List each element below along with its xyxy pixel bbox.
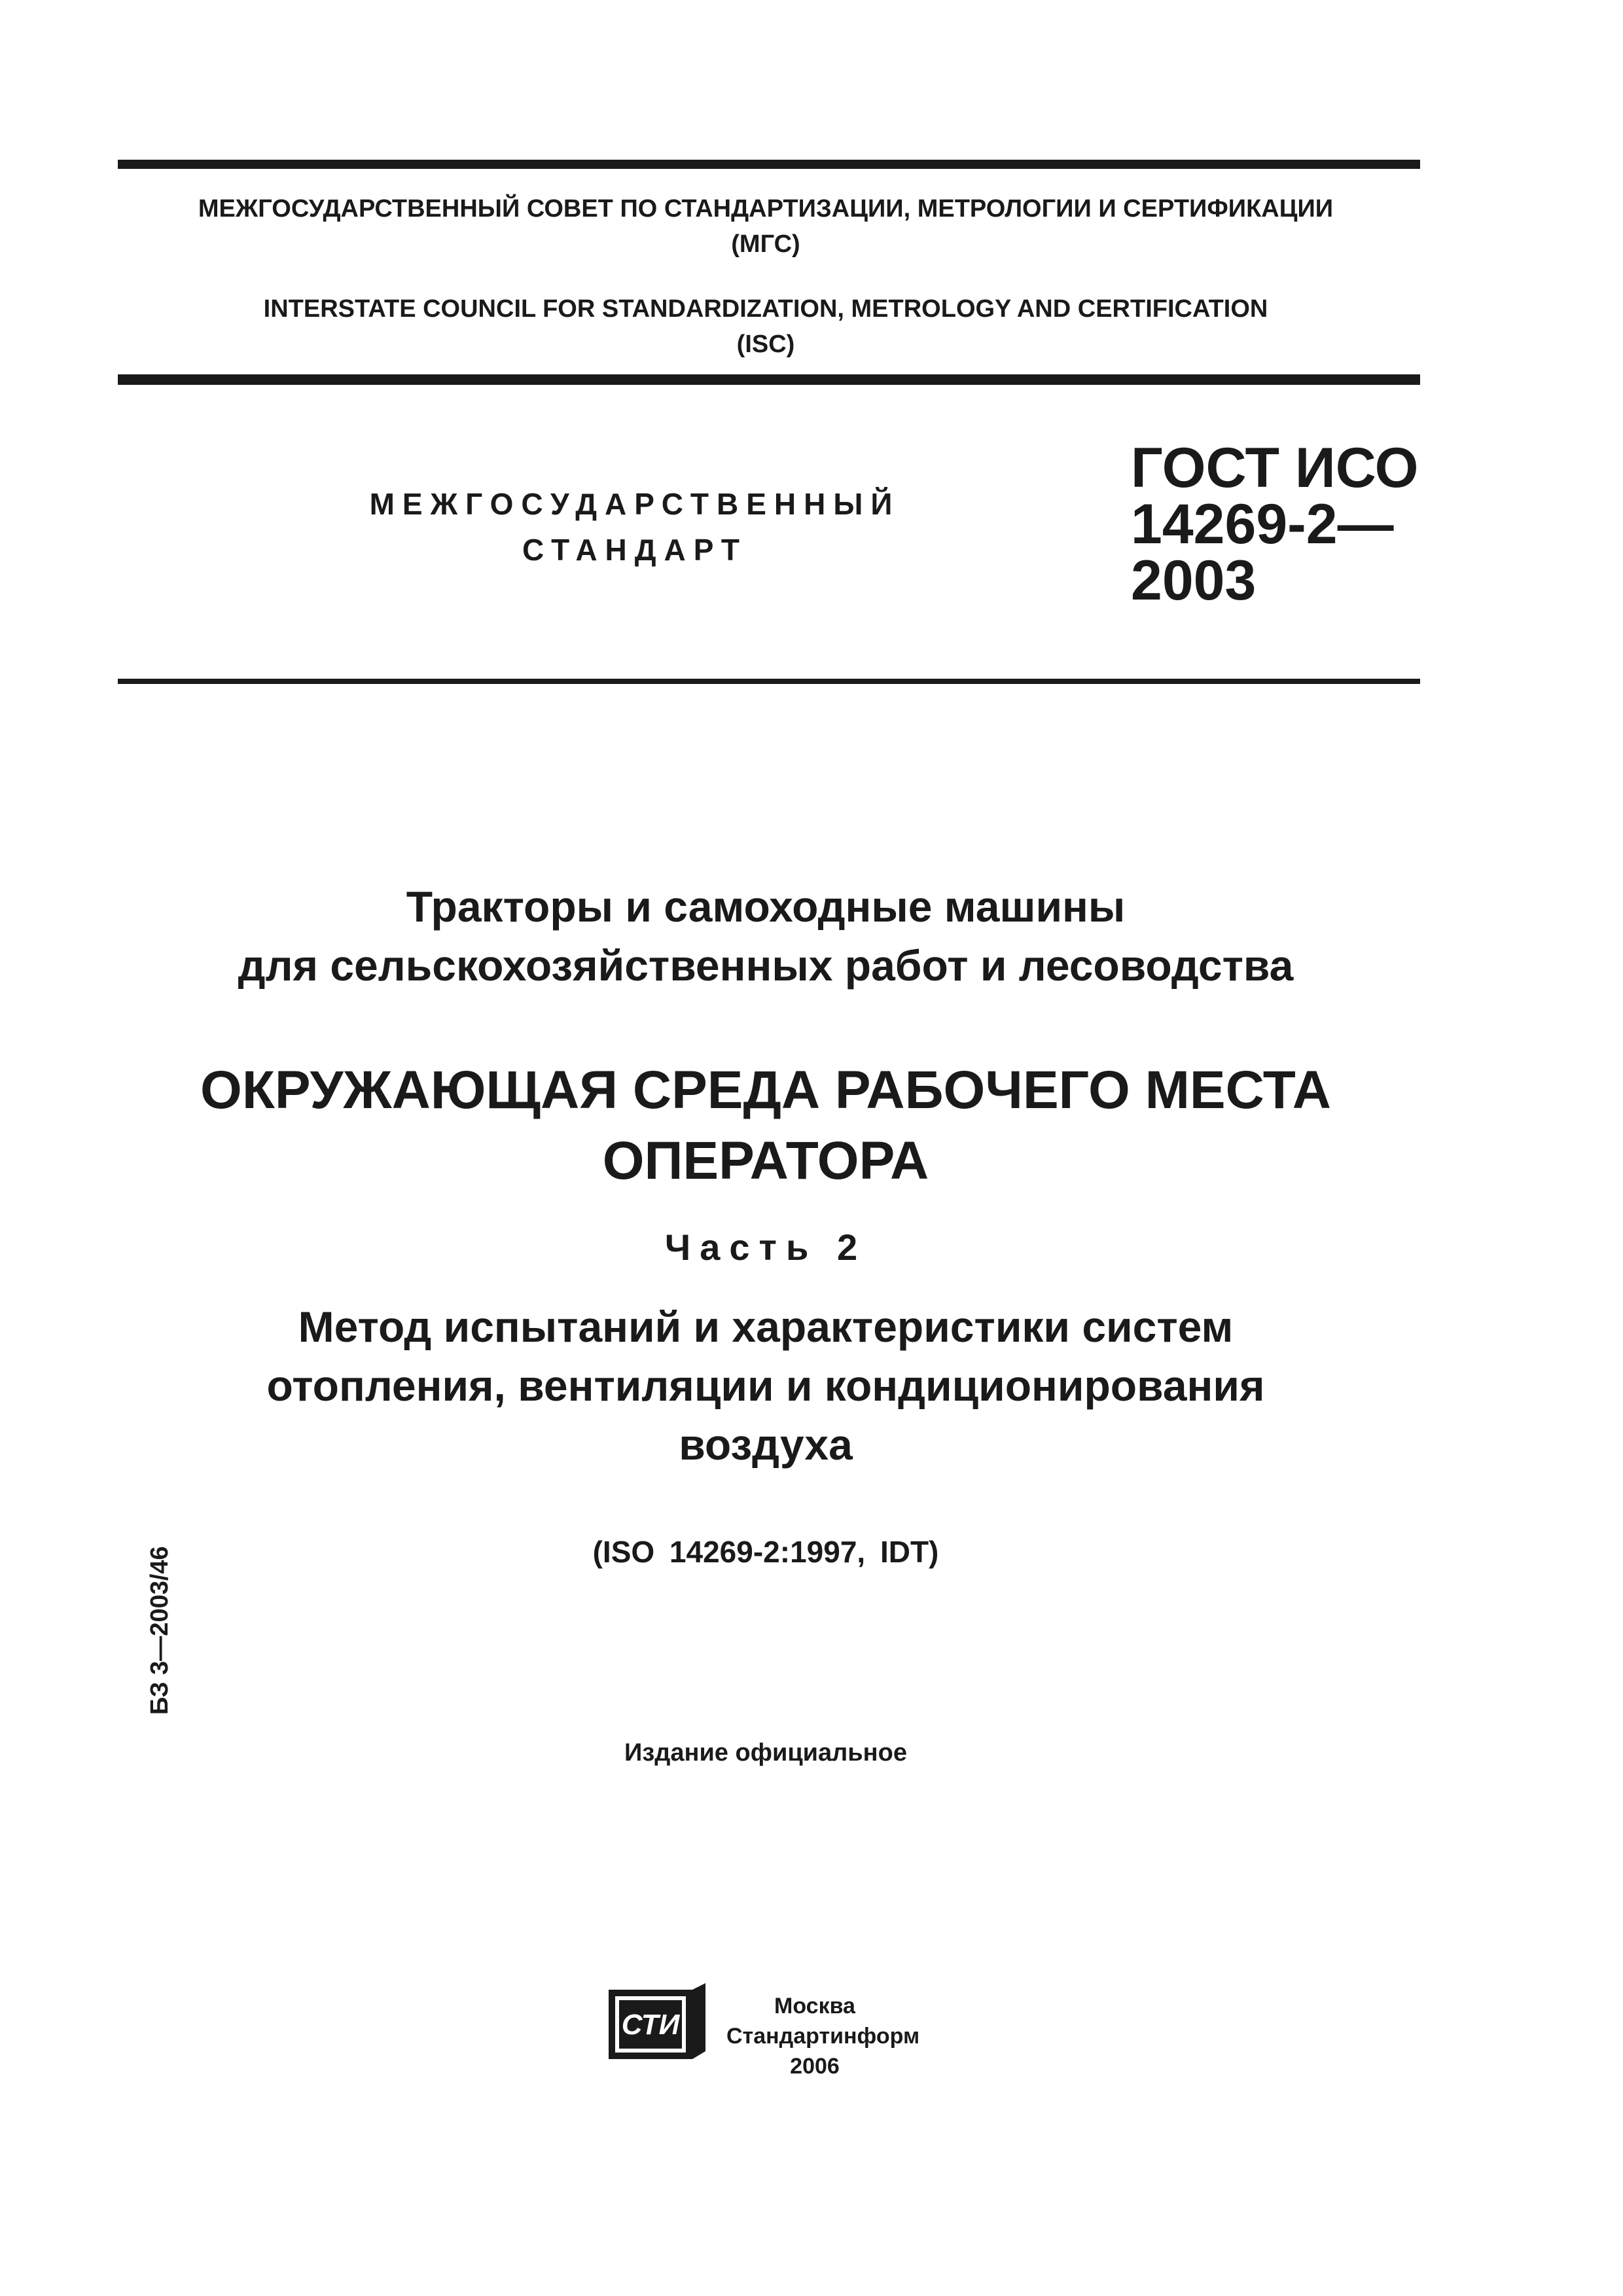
part-title-line-3: воздуха	[679, 1420, 853, 1469]
standard-label-line-2: СТАНДАРТ	[522, 533, 747, 567]
general-title	[131, 877, 1400, 995]
general-title-line-2: для сельскохозяйственных работ и лесоводства	[238, 941, 1294, 990]
council-name-en-line: INTERSTATE COUNCIL FOR STANDARDIZATION, METROLOGY AND CERTIFICATION	[263, 295, 1268, 323]
edition-note: Издание официальное	[624, 1739, 907, 1767]
publisher-info	[726, 1991, 920, 2081]
council-abbr-en: (ISC)	[736, 331, 795, 358]
standard-number	[1131, 437, 1419, 612]
iso-reference: (ISO 14269-2:1997, IDT)	[592, 1535, 939, 1569]
main-title-line-2: ОПЕРАТОРА	[602, 1131, 929, 1191]
council-name-ru-line: МЕЖГОСУДАРСТВЕННЫЙ СОВЕТ ПО СТАНДАРТИЗАЦИИ, МЕТРОЛОГИИ И СЕРТИФИКАЦИИ	[198, 195, 1334, 223]
publisher-city: Москва	[774, 1994, 855, 2018]
standard-number-line-3: 2003	[1131, 549, 1257, 612]
standard-number-line-2: 14269-2—	[1131, 493, 1394, 556]
publisher-name: Стандартинформ	[726, 2024, 920, 2049]
standard-label	[314, 481, 955, 573]
council-abbr-ru: (МГС)	[731, 230, 800, 258]
logo-text: СТИ	[621, 2009, 680, 2041]
standard-number-line-1: ГОСТ ИСО	[1131, 437, 1419, 499]
side-code: БЗ 3—2003/46	[146, 1546, 173, 1715]
council-name-en	[118, 291, 1414, 362]
standard-label-line-1: МЕЖГОСУДАРСТВЕННЫЙ	[369, 487, 901, 521]
top-rule	[118, 160, 1420, 169]
part-title-line-2: отопления, вентиляции и кондиционирования	[266, 1361, 1265, 1410]
main-title-line-1: ОКРУЖАЮЩАЯ СРЕДА РАБОЧЕГО МЕСТА	[200, 1060, 1331, 1120]
council-name-ru	[118, 191, 1414, 262]
general-title-line-1: Тракторы и самоходные машины	[406, 882, 1126, 931]
part-title-line-1: Метод испытаний и характеристики систем	[298, 1302, 1234, 1351]
header-bottom-rule	[118, 374, 1420, 385]
publisher-year: 2006	[790, 2054, 840, 2079]
main-title	[131, 1055, 1400, 1196]
part-title	[131, 1297, 1400, 1474]
standartinform-logo-icon	[609, 1983, 705, 2062]
part-number: Часть 2	[664, 1227, 867, 1268]
standard-bottom-rule	[118, 679, 1420, 684]
